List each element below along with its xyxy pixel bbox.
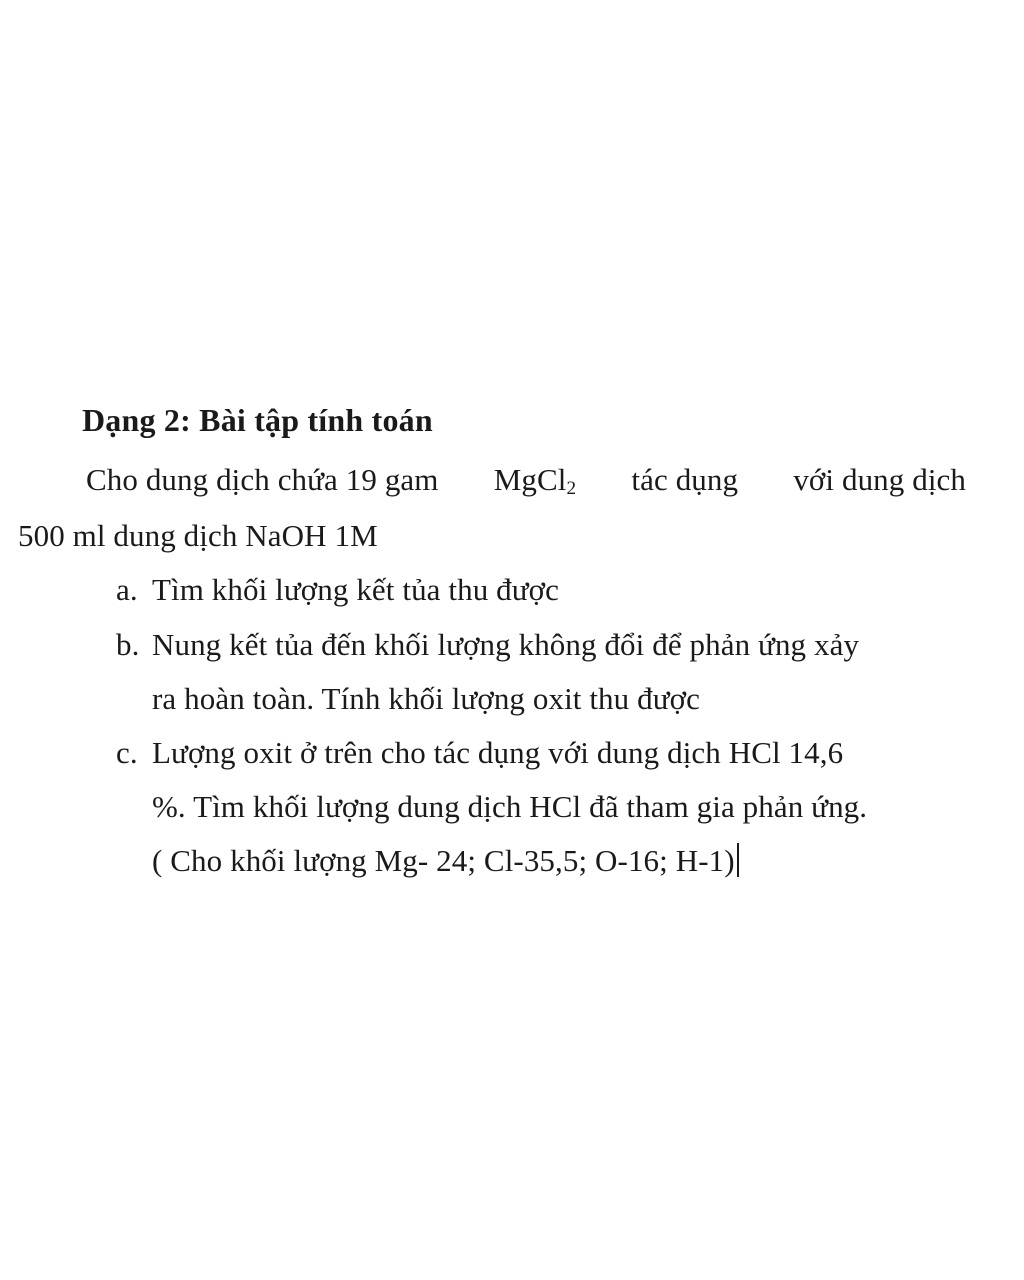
question-item-c-continuation: %. Tìm khối lượng dung dịch HCl đã tham gia phản ứng.: [152, 789, 868, 824]
problem-intro-line-2: 500 ml dung dịch NaOH 1M: [18, 518, 378, 553]
question-item-b-continuation: ra hoàn toàn. Tính khối lượng oxit thu được: [152, 681, 700, 716]
atomic-mass-note: ( Cho khối lượng Mg- 24; Cl-35,5; O-16; H-1): [152, 843, 735, 878]
intro-text-middle: tác dụng: [631, 462, 739, 497]
item-marker: a.: [116, 572, 138, 607]
question-item-c-note[interactable]: [152, 843, 739, 879]
formula-subscript: 2: [566, 477, 577, 499]
question-item-c: [116, 735, 843, 771]
formula-main: MgCl: [493, 462, 567, 497]
section-heading: Dạng 2: Bài tập tính toán: [82, 402, 433, 438]
chemical-formula: [494, 462, 576, 500]
item-marker: b.: [116, 627, 140, 662]
item-text: Nung kết tủa đến khối lượng không đổi để phản ứng xảy: [152, 627, 860, 662]
problem-intro-line-1: [86, 462, 966, 500]
intro-text-start: Cho dung dịch chứa 19 gam: [86, 462, 439, 497]
text-cursor: [737, 843, 739, 877]
item-text: Tìm khối lượng kết tủa thu được: [152, 572, 559, 607]
question-item-b: [116, 627, 859, 663]
intro-text-end: với dung dịch: [793, 462, 966, 497]
item-marker: c.: [116, 735, 138, 770]
question-item-a: [116, 572, 559, 608]
item-text: Lượng oxit ở trên cho tác dụng với dung dịch HCl 14,6: [152, 735, 844, 770]
